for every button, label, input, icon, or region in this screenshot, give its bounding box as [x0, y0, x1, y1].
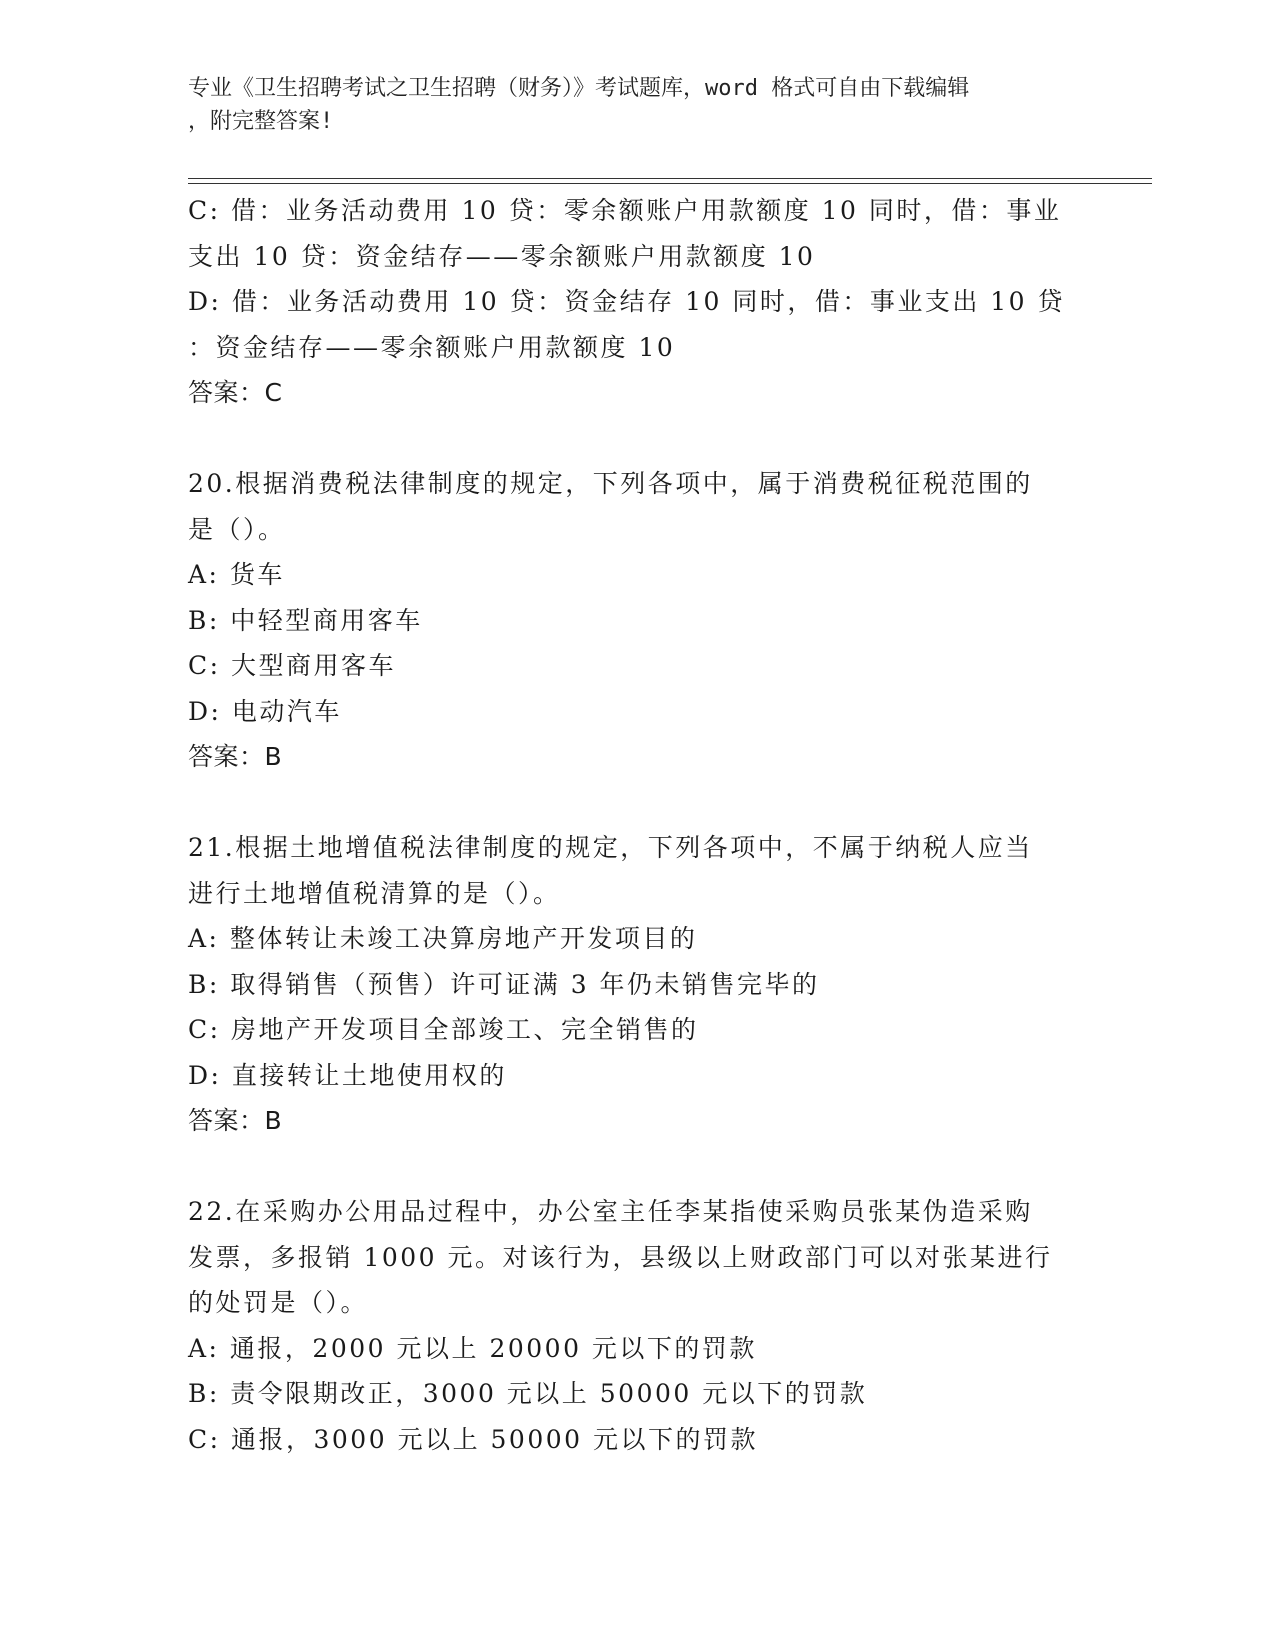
option-c: C: 房地产开发项目全部竣工、完全销售的: [188, 1015, 699, 1044]
page-header: [188, 72, 1088, 138]
option-a: A: 货车: [188, 560, 285, 589]
answer: 答案：B: [188, 1106, 283, 1135]
header-divider: [188, 178, 1152, 184]
question-stem-line-2: 发票，多报销 1000 元。对该行为，县级以上财政部门可以对张某进行: [188, 1242, 1053, 1272]
option-a: A: 整体转让未竣工决算房地产开发项目的: [188, 924, 698, 953]
question-stem-line-1: 21.根据土地增值税法律制度的规定，下列各项中，不属于纳税人应当: [188, 833, 1033, 862]
option-a: A: 通报，2000 元以上 20000 元以下的罚款: [188, 1333, 757, 1363]
option-b: B: 取得销售（预售）许可证满 3 年仍未销售完毕的: [188, 969, 820, 999]
question-stem-line-2: 进行土地增值税清算的是（）。: [188, 878, 561, 908]
question-19-tail: [188, 188, 1088, 416]
question-20: [188, 461, 1088, 780]
spacer: [188, 1144, 1088, 1190]
option-c-line-1: C: 借：业务活动费用 10 贷：零余额账户用款额度 10 同时，借：事业: [188, 196, 1062, 225]
option-b: B: 中轻型商用客车: [188, 605, 423, 635]
question-content: [188, 188, 1088, 1462]
question-stem-line-3: 的处罚是（）。: [188, 1288, 369, 1317]
header-title-line-2: ，附完整答案!: [188, 109, 334, 134]
option-c-line-2: 支出 10 贷：资金结存——零余额账户用款额度 10: [188, 241, 816, 271]
header-title-line-1: 专业《卫生招聘考试之卫生招聘（财务）》考试题库，word 格式可自由下载编辑: [188, 76, 970, 101]
question-22: [188, 1189, 1088, 1462]
option-d-line-1: D: 借：业务活动费用 10 贷：资金结存 10 同时，借：事业支出 10 贷: [188, 287, 1066, 316]
option-d: D: 直接转让土地使用权的: [188, 1060, 507, 1090]
answer: 答案：B: [188, 742, 283, 771]
answer: 答案：C: [188, 378, 283, 407]
question-21: [188, 825, 1088, 1144]
question-stem-line-2: 是（）。: [188, 514, 286, 544]
option-d: D: 电动汽车: [188, 696, 342, 726]
question-stem-line-1: 22.在采购办公用品过程中，办公室主任李某指使采购员张某伪造采购: [188, 1197, 1033, 1226]
spacer: [188, 416, 1088, 462]
option-b: B: 责令限期改正，3000 元以上 50000 元以下的罚款: [188, 1379, 868, 1408]
spacer: [188, 780, 1088, 826]
option-c: C: 大型商用客车: [188, 651, 396, 680]
question-stem-line-1: 20.根据消费税法律制度的规定，下列各项中，属于消费税征税范围的: [188, 469, 1033, 498]
option-c: C: 通报，3000 元以上 50000 元以下的罚款: [188, 1424, 758, 1454]
option-d-line-2: ：资金结存——零余额账户用款额度 10: [188, 332, 676, 362]
